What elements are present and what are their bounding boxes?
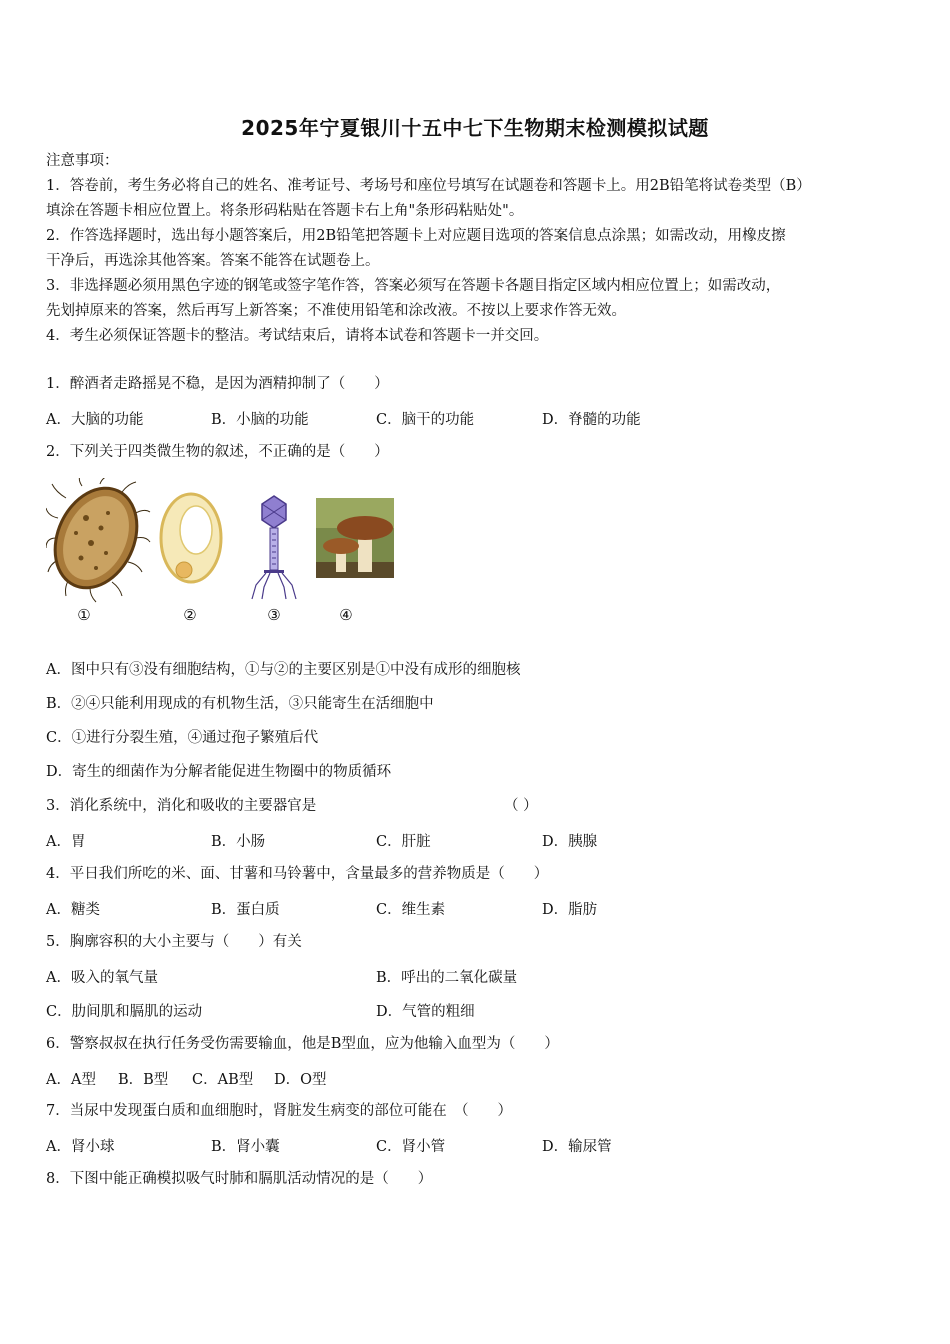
yeast-image bbox=[161, 494, 221, 582]
bacterium-image bbox=[46, 478, 152, 602]
notice-line: 4．考生必须保证答题卡的整洁。考试结束后，请将本试卷和答题卡一并交回。 bbox=[46, 328, 549, 344]
notice-line: 3．非选择题必须用黑色字迹的钢笔或签字笔作答，答案必须写在答题卡各题目指定区域内相应位置上；如需改动， bbox=[46, 278, 781, 294]
option-b: B．小脑的功能 bbox=[211, 412, 309, 428]
option-d: D．脊髓的功能 bbox=[542, 412, 641, 428]
question-8-stem: 8．下图中能正确模拟吸气时肺和膈肌活动情况的是（ ） bbox=[46, 1171, 433, 1187]
option-a: A．图中只有③没有细胞结构，①与②的主要区别是①中没有成形的细胞核 bbox=[46, 662, 521, 678]
option-b: B．②④只能利用现成的有机物生活，③只能寄生在活细胞中 bbox=[46, 696, 434, 712]
notice-heading: 注意事项： bbox=[46, 153, 119, 169]
question-6-stem: 6．警察叔叔在执行任务受伤需要输血，他是B型血，应为他输入血型为（ ） bbox=[46, 1036, 559, 1052]
notice-line: 填涂在答题卡相应位置上。将条形码粘贴在答题卡右上角"条形码粘贴处"。 bbox=[46, 203, 524, 219]
option-b: B．小肠 bbox=[211, 834, 266, 850]
notice-line: 2．作答选择题时，选出每小题答案后，用2B铅笔把答题卡上对应题目选项的答案信息点涂黑；如需改动，用橡皮擦 bbox=[46, 228, 786, 244]
notice-line: 先划掉原来的答案，然后再写上新答案；不准使用铅笔和涂改液。不按以上要求作答无效。 bbox=[46, 303, 626, 319]
option-a: A．肾小球 bbox=[46, 1139, 115, 1155]
option-d: D．胰腺 bbox=[542, 834, 598, 850]
option-a: A．大脑的功能 bbox=[46, 412, 144, 428]
question-5-stem: 5．胸廓容积的大小主要与（ ）有关 bbox=[46, 934, 302, 950]
figure-label-4: ④ bbox=[339, 606, 353, 624]
option-c: C．AB型 bbox=[192, 1072, 254, 1088]
option-b: B．B型 bbox=[118, 1072, 169, 1088]
question-2-stem: 2．下列关于四类微生物的叙述，不正确的是（ ） bbox=[46, 444, 389, 460]
microorganism-figure bbox=[46, 478, 406, 633]
option-d: D．脂肪 bbox=[542, 902, 598, 918]
option-a: A．糖类 bbox=[46, 902, 100, 918]
question-3-stem: 3．消化系统中，消化和吸收的主要器官是 bbox=[46, 798, 317, 814]
option-d: D．输尿管 bbox=[542, 1139, 612, 1155]
option-a: A．A型 bbox=[46, 1072, 96, 1088]
microorganism-illustration bbox=[46, 478, 406, 608]
option-d: D．气管的粗细 bbox=[376, 1004, 475, 1020]
question-1-stem: 1．醉酒者走路摇晃不稳，是因为酒精抑制了（ ） bbox=[46, 376, 389, 392]
option-c: C．维生素 bbox=[376, 902, 446, 918]
option-d: D．O型 bbox=[274, 1072, 327, 1088]
option-b: B．肾小囊 bbox=[211, 1139, 280, 1155]
question-7-stem: 7．当尿中发现蛋白质和血细胞时，肾脏发生病变的部位可能在 （ ） bbox=[46, 1103, 512, 1119]
option-d: D．寄生的细菌作为分解者能促进生物圈中的物质循环 bbox=[46, 764, 392, 780]
notice-line: 1．答卷前，考生务必将自己的姓名、准考证号、考场号和座位号填写在试题卷和答题卡上。用2B铅笔将试卷类型（B） bbox=[46, 178, 811, 194]
virus-image bbox=[252, 496, 296, 599]
option-a: A．胃 bbox=[46, 834, 86, 850]
option-c: C．脑干的功能 bbox=[376, 412, 475, 428]
mushroom-image bbox=[316, 498, 394, 578]
option-c: C．肋间肌和膈肌的运动 bbox=[46, 1004, 203, 1020]
figure-label-2: ② bbox=[183, 606, 197, 624]
option-c: C．肝脏 bbox=[376, 834, 431, 850]
figure-label-3: ③ bbox=[267, 606, 281, 624]
question-3-bracket: （ ） bbox=[504, 798, 538, 814]
option-c: C．①进行分裂生殖，④通过孢子繁殖后代 bbox=[46, 730, 319, 746]
option-a: A．吸入的氧气量 bbox=[46, 970, 158, 986]
option-c: C．肾小管 bbox=[376, 1139, 446, 1155]
question-4-stem: 4．平日我们所吃的米、面、甘薯和马铃薯中，含量最多的营养物质是（ ） bbox=[46, 866, 549, 882]
option-b: B．蛋白质 bbox=[211, 902, 280, 918]
notice-line: 干净后，再选涂其他答案。答案不能答在试题卷上。 bbox=[46, 253, 380, 269]
page-title: 2025年宁夏银川十五中七下生物期末检测模拟试题 bbox=[241, 116, 709, 140]
option-b: B．呼出的二氧化碳量 bbox=[376, 970, 518, 986]
figure-label-1: ① bbox=[77, 606, 91, 624]
